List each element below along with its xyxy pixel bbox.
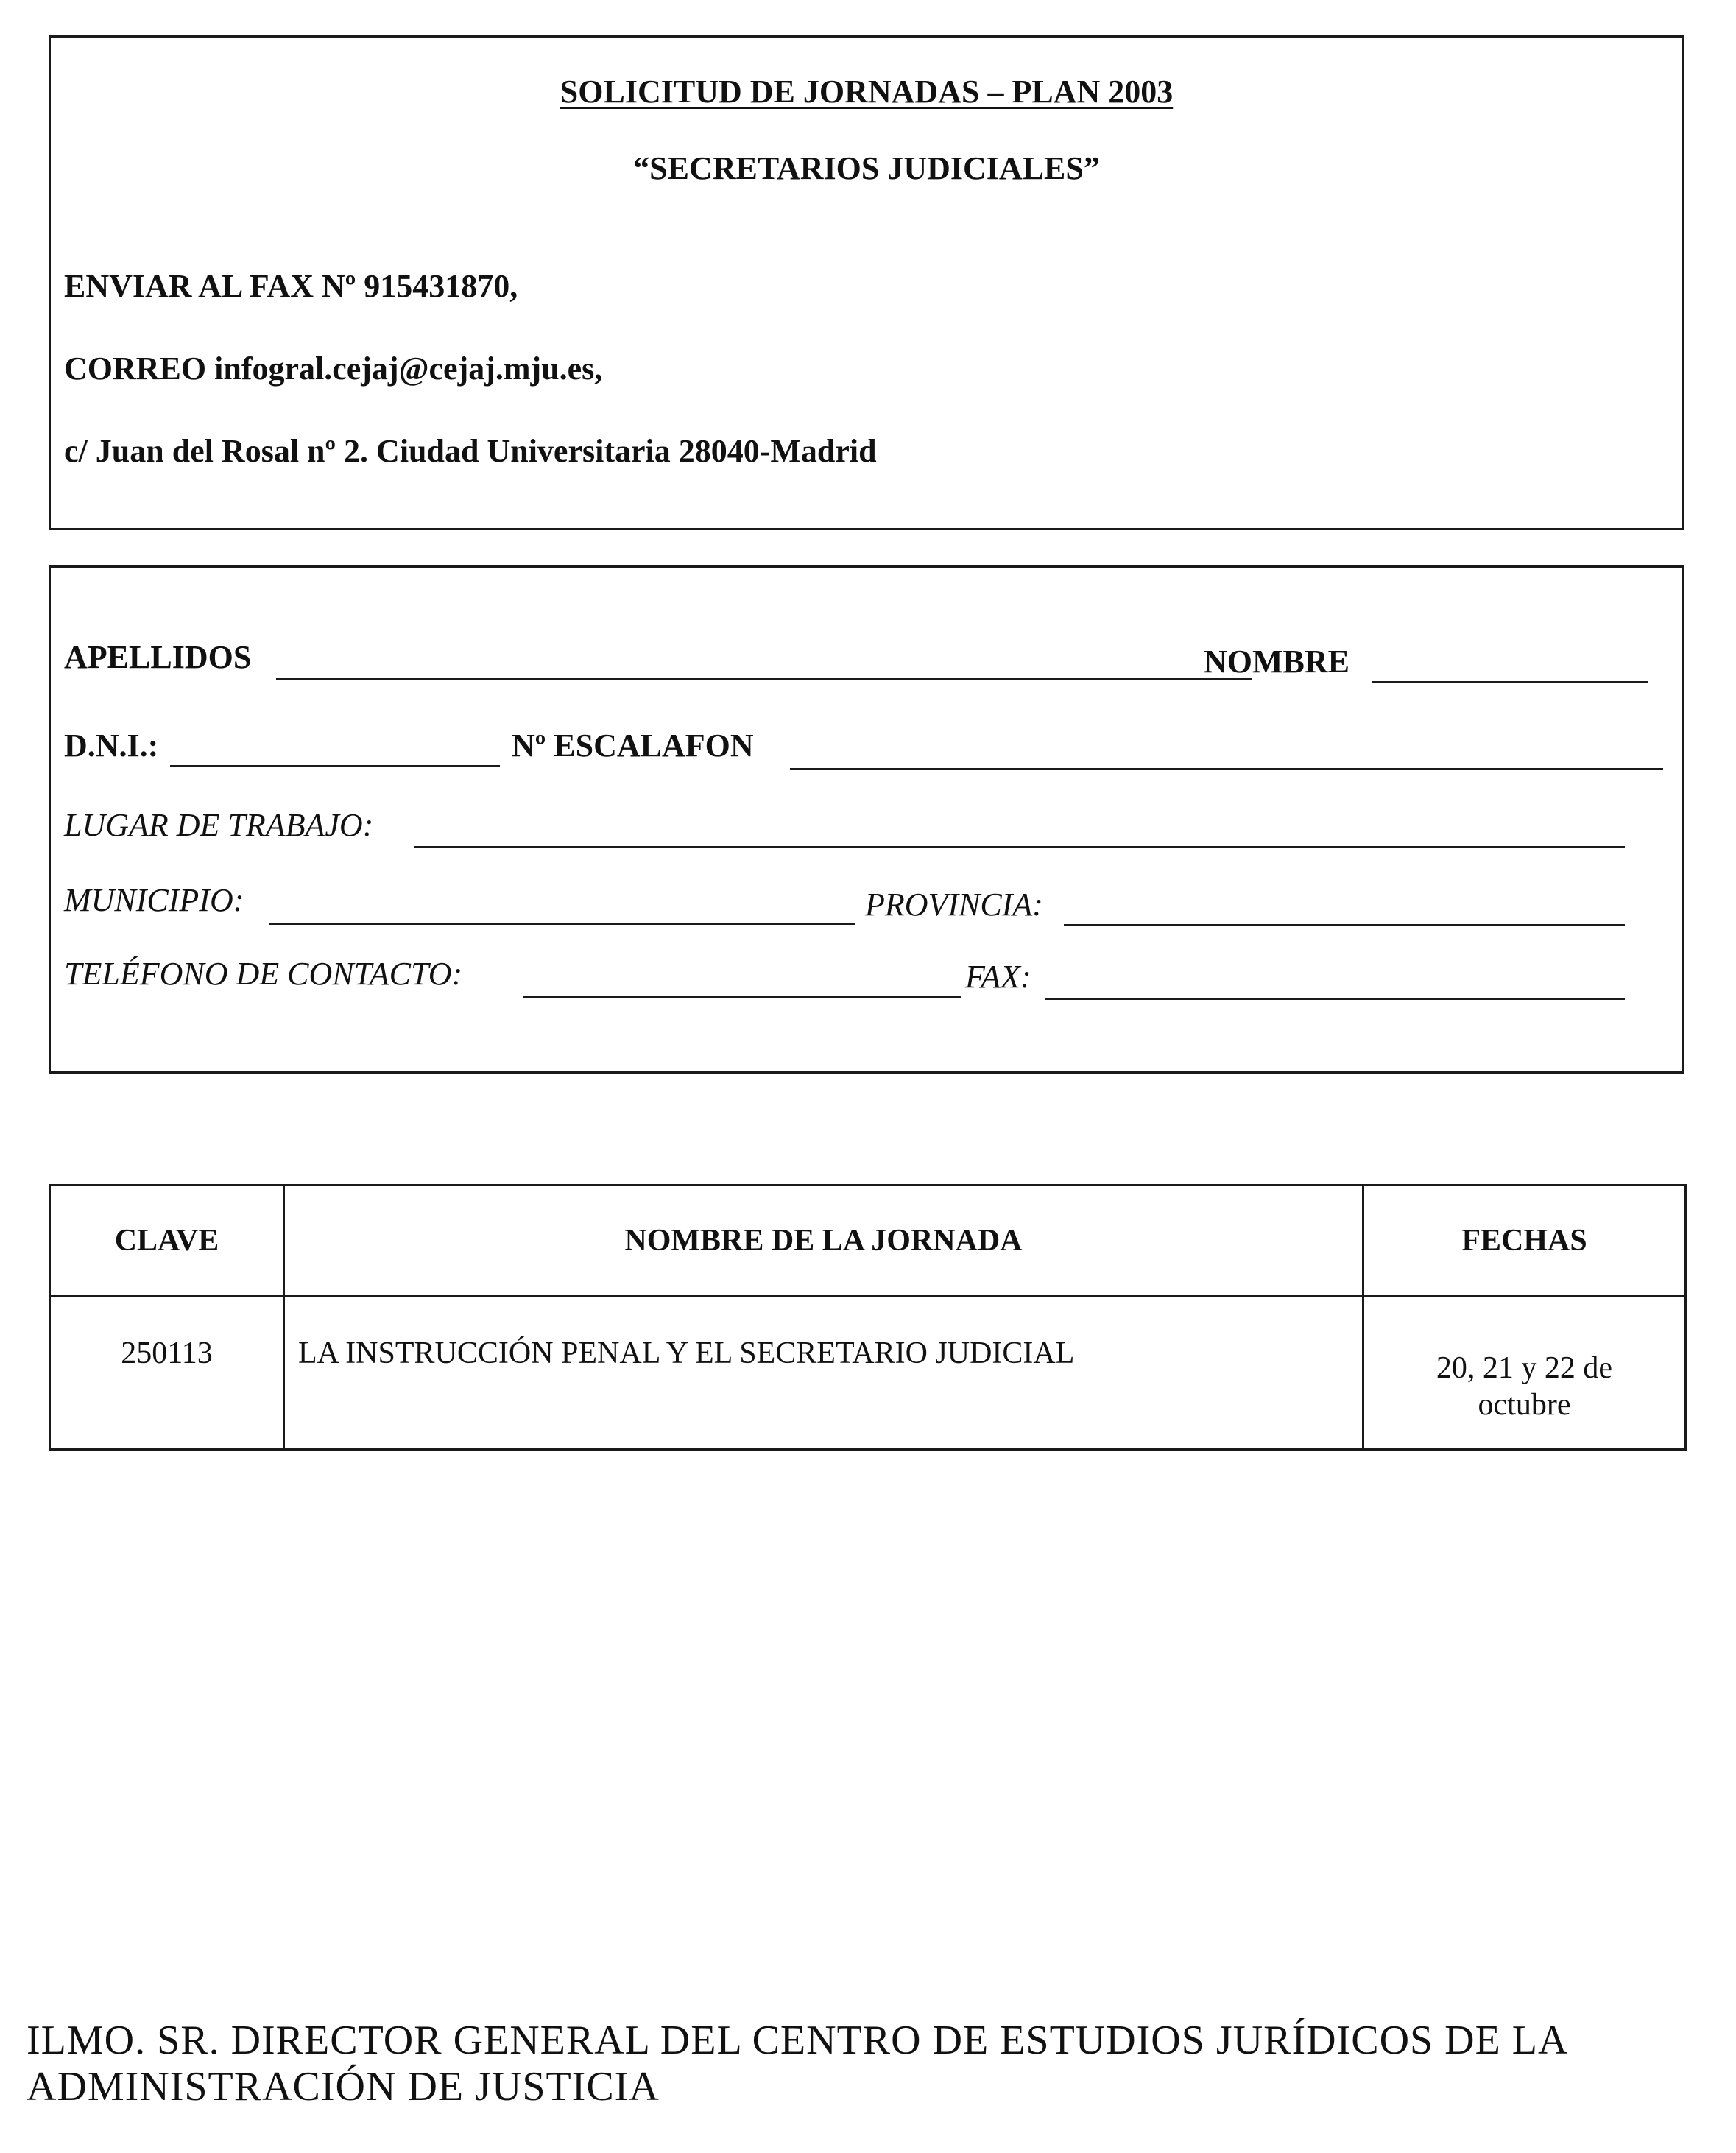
escalafon-label: Nº ESCALAFON xyxy=(512,727,754,764)
telefono-label: TELÉFONO DE CONTACTO: xyxy=(64,956,463,992)
form-subtitle: “SECRETARIOS JUDICIALES” xyxy=(633,150,1100,186)
fax-instruction: ENVIAR AL FAX Nº 915431870, xyxy=(64,268,518,304)
telefono-field[interactable] xyxy=(523,996,961,998)
nombre-jornada-header: NOMBRE DE LA JORNADA xyxy=(284,1185,1363,1297)
apellidos-label: APELLIDOS xyxy=(64,639,252,675)
fechas-cell xyxy=(1363,1297,1686,1450)
escalafon-field[interactable] xyxy=(790,768,1663,770)
fax-field[interactable] xyxy=(1045,998,1625,1000)
municipio-label: MUNICIPIO: xyxy=(64,882,244,918)
provincia-label: PROVINCIA: xyxy=(865,887,1043,923)
form-title: SOLICITUD DE JORNADAS – PLAN 2003 xyxy=(560,74,1174,110)
fechas-line-1: 20, 21 y 22 de xyxy=(1436,1350,1613,1385)
nombre-field[interactable] xyxy=(1372,681,1648,683)
clave-header: CLAVE xyxy=(50,1185,284,1297)
nombre-jornada-cell: LA INSTRUCCIÓN PENAL Y EL SECRETARIO JUDICIAL xyxy=(284,1297,1363,1450)
lugar-trabajo-label: LUGAR DE TRABAJO: xyxy=(64,807,374,843)
lugar-trabajo-field[interactable] xyxy=(414,846,1625,848)
dni-label: D.N.I.: xyxy=(64,727,159,764)
table-row[interactable] xyxy=(50,1297,1686,1450)
table-header-row xyxy=(50,1185,1686,1297)
header-box xyxy=(49,35,1684,530)
nombre-label: NOMBRE xyxy=(1204,644,1349,680)
addressee-footer: ILMO. SR. DIRECTOR GENERAL DEL CENTRO DE ESTUDIOS JURÍDICOS DE LA ADMINISTRACIÓN DE JUSTICIA xyxy=(27,2018,1567,2110)
email-instruction: CORREO infogral.cejaj@cejaj.mju.es, xyxy=(64,350,603,387)
fechas-header: FECHAS xyxy=(1363,1185,1686,1297)
dni-field[interactable] xyxy=(170,765,500,767)
fechas-line-2: octubre xyxy=(1478,1388,1571,1422)
courses-table xyxy=(49,1184,1687,1451)
apellidos-field[interactable] xyxy=(276,678,1252,680)
postal-address: c/ Juan del Rosal nº 2. Ciudad Universitaria 28040-Madrid xyxy=(64,433,877,469)
fax-label: FAX: xyxy=(965,959,1031,995)
personal-data-box xyxy=(49,565,1684,1074)
clave-cell: 250113 xyxy=(50,1297,284,1450)
provincia-field[interactable] xyxy=(1064,924,1625,926)
municipio-field[interactable] xyxy=(269,923,855,925)
